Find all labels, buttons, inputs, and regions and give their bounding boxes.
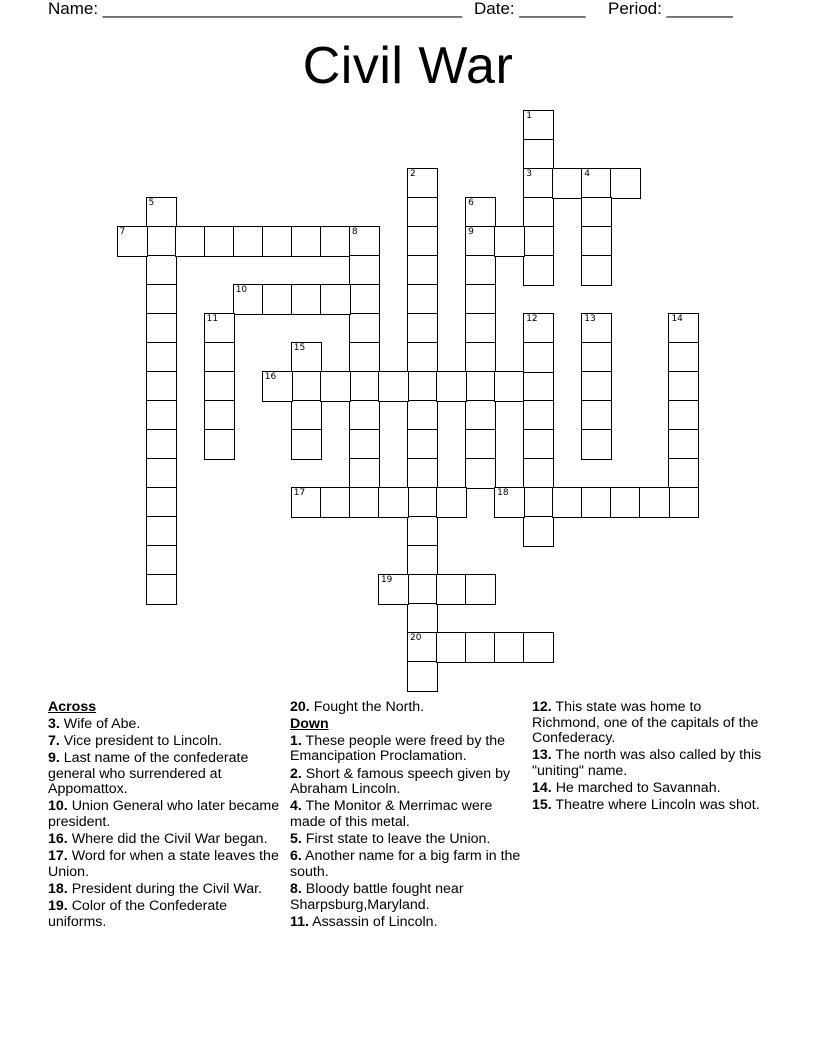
crossword-cell[interactable] [146,313,177,344]
crossword-cell[interactable] [146,226,177,257]
clue-down-15: 15. Theatre where Lincoln was shot. [532,797,760,814]
crossword-cell[interactable] [146,400,177,431]
crossword-cell[interactable] [407,371,438,402]
crossword-cell[interactable] [291,487,322,518]
crossword-cell[interactable] [146,197,177,228]
crossword-cell[interactable] [465,371,496,402]
crossword-cell[interactable] [146,342,177,373]
crossword-cell[interactable] [204,400,235,431]
cell-number: 19 [380,575,393,586]
crossword-cell[interactable] [146,255,177,286]
crossword-cell[interactable] [291,400,322,431]
crossword-cell[interactable] [407,429,438,460]
cell-number: 2 [410,168,416,179]
crossword-cell[interactable] [349,226,380,257]
crossword-cell[interactable] [349,342,380,373]
cell-number: 8 [351,226,358,237]
crossword-cell[interactable] [668,429,699,460]
crossword-cell[interactable] [146,516,177,547]
crossword-cell[interactable] [146,284,177,315]
crossword-cell[interactable] [552,487,583,518]
cell-number: 3 [526,168,532,179]
clues-column-2 [290,700,522,932]
crossword-cell[interactable] [320,487,351,518]
crossword-cell[interactable] [291,342,322,373]
crossword-cell[interactable] [523,197,554,228]
crossword-cell[interactable] [146,429,177,460]
crossword-cell[interactable] [668,371,699,402]
crossword-cell[interactable] [523,516,554,547]
crossword-cell[interactable] [523,168,554,199]
crossword-cell[interactable] [581,487,612,518]
crossword-cell[interactable] [523,429,554,460]
cell-number: 18 [497,488,509,499]
crossword-cell[interactable] [146,545,177,576]
clue-down-1: 1. These people were freed by the Emancipation Proclamation. [290,732,506,765]
crossword-cell[interactable] [581,226,612,257]
cell-number: 5 [148,197,155,208]
clue-down-5: 5. First state to leave the Union. [290,831,491,848]
crossword-cell[interactable] [668,400,699,431]
crossword-cell[interactable] [407,284,438,315]
cell-number: 1 [526,110,532,121]
crossword-cell[interactable] [320,284,351,315]
crossword-cell[interactable] [262,284,293,315]
clue-across-7: 7. Vice president to Lincoln. [48,732,223,749]
crossword-cell[interactable] [436,574,467,605]
crossword-cell[interactable] [291,226,322,257]
crossword-cell[interactable] [465,197,496,228]
crossword-cell[interactable] [436,371,467,402]
cell-number: 16 [264,371,277,382]
clue-across-18: 18. President during the Civil War. [48,881,262,898]
crossword-cell[interactable] [494,371,525,402]
crossword-cell[interactable] [581,197,612,228]
crossword-cell[interactable] [378,574,409,605]
crossword-cell[interactable] [349,458,380,489]
crossword-cell[interactable] [204,429,235,460]
cell-number: 10 [235,284,248,295]
crossword-cell[interactable] [146,371,177,402]
clue-down-6: 6. Another name for a big farm in the south. [290,848,521,880]
crossword-cell[interactable] [262,226,293,257]
crossword-cell[interactable] [523,139,554,170]
crossword-cell[interactable] [204,371,235,402]
crossword-cell[interactable] [407,400,438,431]
crossword-cell[interactable] [465,400,496,431]
crossword-cell[interactable] [610,168,641,199]
crossword-cell[interactable] [407,603,438,634]
crossword-cell[interactable] [291,371,322,402]
crossword-cell[interactable] [465,255,496,286]
crossword-cell[interactable] [523,632,554,663]
clues-column-3 [532,700,768,816]
crossword-cell[interactable] [407,255,438,286]
crossword-cell[interactable] [204,342,235,373]
cell-number: 11 [206,313,219,324]
crossword-cell[interactable] [320,226,351,257]
clue-down-12: 12. This state was home to Richmond, one of the capitals of the Confederacy. [532,699,759,747]
crossword-cell[interactable] [581,342,612,373]
crossword-cell[interactable] [378,487,409,518]
crossword-cell[interactable] [581,168,612,199]
crossword-cell[interactable] [523,458,554,489]
crossword-cell[interactable] [117,226,148,257]
crossword-cell[interactable] [465,429,496,460]
crossword-cell[interactable] [349,429,380,460]
crossword-cell[interactable] [407,574,438,605]
crossword-cell[interactable] [436,487,467,518]
crossword-cell[interactable] [610,487,641,518]
cell-number: 15 [293,342,306,353]
crossword-cell[interactable] [407,197,438,228]
crossword-cell[interactable] [175,226,206,257]
clue-down-13: 13. The north was also called by this "uniting" name. [532,747,762,779]
crossword-cell[interactable] [146,574,177,605]
crossword-cell[interactable] [668,487,699,518]
crossword-cell[interactable] [523,400,554,431]
cell-number: 14 [671,313,683,324]
crossword-cell[interactable] [320,371,351,402]
crossword-cell[interactable] [407,632,438,663]
crossword-cell[interactable] [523,110,554,141]
crossword-cell[interactable] [494,226,525,257]
crossword-cell[interactable] [349,255,380,286]
crossword-cell[interactable] [407,487,438,518]
crossword-cell[interactable] [465,574,496,605]
crossword-cell[interactable] [668,458,699,489]
crossword-cell[interactable] [581,400,612,431]
cell-number: 6 [468,197,474,208]
down-heading: Down [290,716,329,733]
crossword-cell[interactable] [204,226,235,257]
crossword-cell[interactable] [378,371,409,402]
cell-number: 20 [410,633,422,644]
date-field[interactable]: Date: _______ [474,0,586,18]
crossword-cell[interactable] [523,255,554,286]
across-heading: Across [48,699,97,715]
period-field[interactable]: Period: _______ [608,0,733,18]
crossword-cell[interactable] [349,313,380,344]
cell-number: 13 [584,313,596,324]
clue-across-3: 3. Wife of Abe. [48,715,141,732]
crossword-cell[interactable] [436,632,467,663]
crossword-cell[interactable] [349,284,380,315]
cell-number: 9 [468,226,474,237]
crossword-cell[interactable] [146,458,177,489]
crossword-cell[interactable] [494,487,525,518]
crossword-cell[interactable] [581,429,612,460]
crossword-cell[interactable] [639,487,670,518]
crossword-cell[interactable] [407,313,438,344]
crossword-cell[interactable] [349,400,380,431]
crossword-cell[interactable] [407,545,438,576]
cell-number: 12 [526,313,538,324]
crossword-cell[interactable] [523,226,554,257]
crossword-cell[interactable] [668,342,699,373]
crossword-cell[interactable] [523,487,554,518]
crossword-cell[interactable] [233,284,264,315]
crossword-cell[interactable] [146,487,177,518]
clue-across-10: 10. Union General who later became president. [48,798,280,830]
crossword-cell[interactable] [407,168,438,199]
crossword-cell[interactable] [407,458,438,489]
cell-number: 17 [293,488,306,499]
clue-down-14: 14. He marched to Savannah. [532,780,721,797]
crossword-cell[interactable] [349,487,380,518]
clue-across-20: 20. Fought the North. [290,699,425,715]
clue-across-9: 9. Last name of the confederate general who surrendered at Appomattox. [48,749,249,798]
crossword-cell[interactable] [523,342,554,373]
clue-down-4: 4. The Monitor & Merrimac were made of this metal. [290,798,493,830]
crossword-cell[interactable] [465,458,496,489]
cell-number: 4 [584,168,591,179]
crossword-cell[interactable] [465,632,496,663]
crossword-cell[interactable] [407,226,438,257]
crossword-cell[interactable] [204,313,235,344]
crossword-cell[interactable] [465,342,496,373]
crossword-cell[interactable] [494,632,525,663]
crossword-cell[interactable] [291,284,322,315]
crossword-cell[interactable] [465,284,496,315]
crossword-cell[interactable] [523,313,554,344]
crossword-cell[interactable] [262,371,293,402]
crossword-cell[interactable] [668,313,699,344]
crossword-cell[interactable] [233,226,264,257]
crossword-cell[interactable] [465,226,496,257]
crossword-cell[interactable] [407,516,438,547]
crossword-cell[interactable] [291,429,322,460]
crossword-cell[interactable] [349,371,380,402]
crossword-cell[interactable] [552,168,583,199]
crossword-cell[interactable] [581,371,612,402]
clue-down-11: 11. Assassin of Lincoln. [290,913,438,930]
crossword-cell[interactable] [407,342,438,373]
crossword-cell[interactable] [465,313,496,344]
clue-across-19: 19. Color of the Confederate uniforms. [48,898,228,930]
crossword-cell[interactable] [581,255,612,286]
name-field[interactable]: Name: ______________________________________ [48,0,463,18]
clue-across-16: 16. Where did the Civil War began. [48,831,268,848]
crossword-cell[interactable] [581,313,612,344]
crossword-cell[interactable] [523,371,554,402]
clue-down-8: 8. Bloody battle fought near Sharpsburg,Maryland. [290,881,464,913]
puzzle-title: Civil War [302,37,514,95]
crossword-cell[interactable] [407,661,438,692]
clues-column-1 [48,700,280,932]
clue-down-2: 2. Short & famous speech given by Abraham Lincoln. [290,765,511,798]
clue-across-17: 17. Word for when a state leaves the Union. [48,848,279,880]
cell-number: 7 [119,226,126,237]
